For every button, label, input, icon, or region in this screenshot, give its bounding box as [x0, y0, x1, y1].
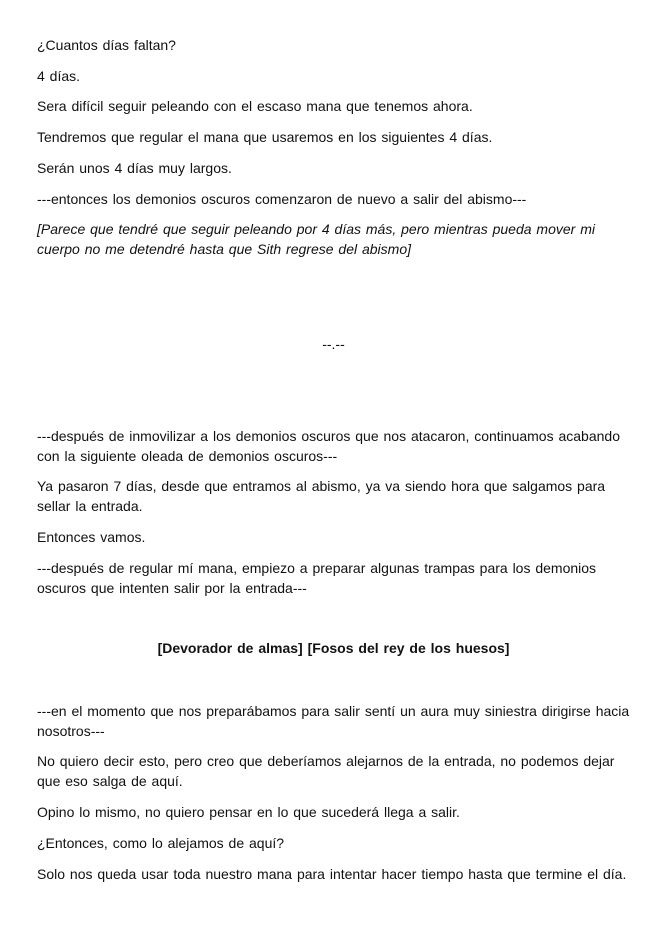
paragraph: No quiero decir esto, pero creo que deberíamos alejarnos de la entrada, no podemos dejar que eso salga de aquí. [37, 753, 615, 789]
paragraph: Tendremos que regular el mana que usaremos en los siguientes 4 días. [37, 129, 493, 145]
paragraph: ---después de inmovilizar a los demonios oscuros que nos atacaron, continuamos acabando con la siguiente oleada de demonios oscuros--- [37, 428, 620, 464]
chapter-heading: [Devorador de almas] [Fosos del rey de los huesos] [157, 640, 510, 656]
paragraph: ---después de regular mí mana, empiezo a preparar algunas trampas para los demonios oscuros que intenten salir por la entrada--- [37, 560, 597, 596]
italic-paragraph: [Parece que tendré que seguir peleando por 4 días más, pero mientras pueda mover mi cuerpo no me detendré hasta que Sith regrese del abismo] [37, 221, 595, 257]
paragraph: 4 días. [37, 68, 81, 84]
paragraph: ---entonces los demonios oscuros comenzaron de nuevo a salir del abismo--- [37, 191, 527, 207]
section-separator: --.-- [322, 336, 345, 352]
paragraph: Ya pasaron 7 días, desde que entramos al abismo, ya va siendo hora que salgamos para sellar la entrada. [37, 478, 606, 514]
paragraph: Entonces vamos. [37, 529, 146, 545]
paragraph: ---en el momento que nos preparábamos para salir sentí un aura muy siniestra dirigirse hacia nosotros--- [37, 703, 630, 739]
paragraph: ¿Cuantos días faltan? [37, 37, 176, 53]
paragraph: Serán unos 4 días muy largos. [37, 160, 232, 176]
paragraph: ¿Entonces, como lo alejamos de aquí? [37, 835, 285, 851]
paragraph: Opino lo mismo, no quiero pensar en lo que sucederá llega a salir. [37, 804, 460, 820]
paragraph: Sera difícil seguir peleando con el escaso mana que tenemos ahora. [37, 98, 473, 114]
paragraph: Solo nos queda usar toda nuestro mana para intentar hacer tiempo hasta que termine el día. [37, 866, 627, 882]
